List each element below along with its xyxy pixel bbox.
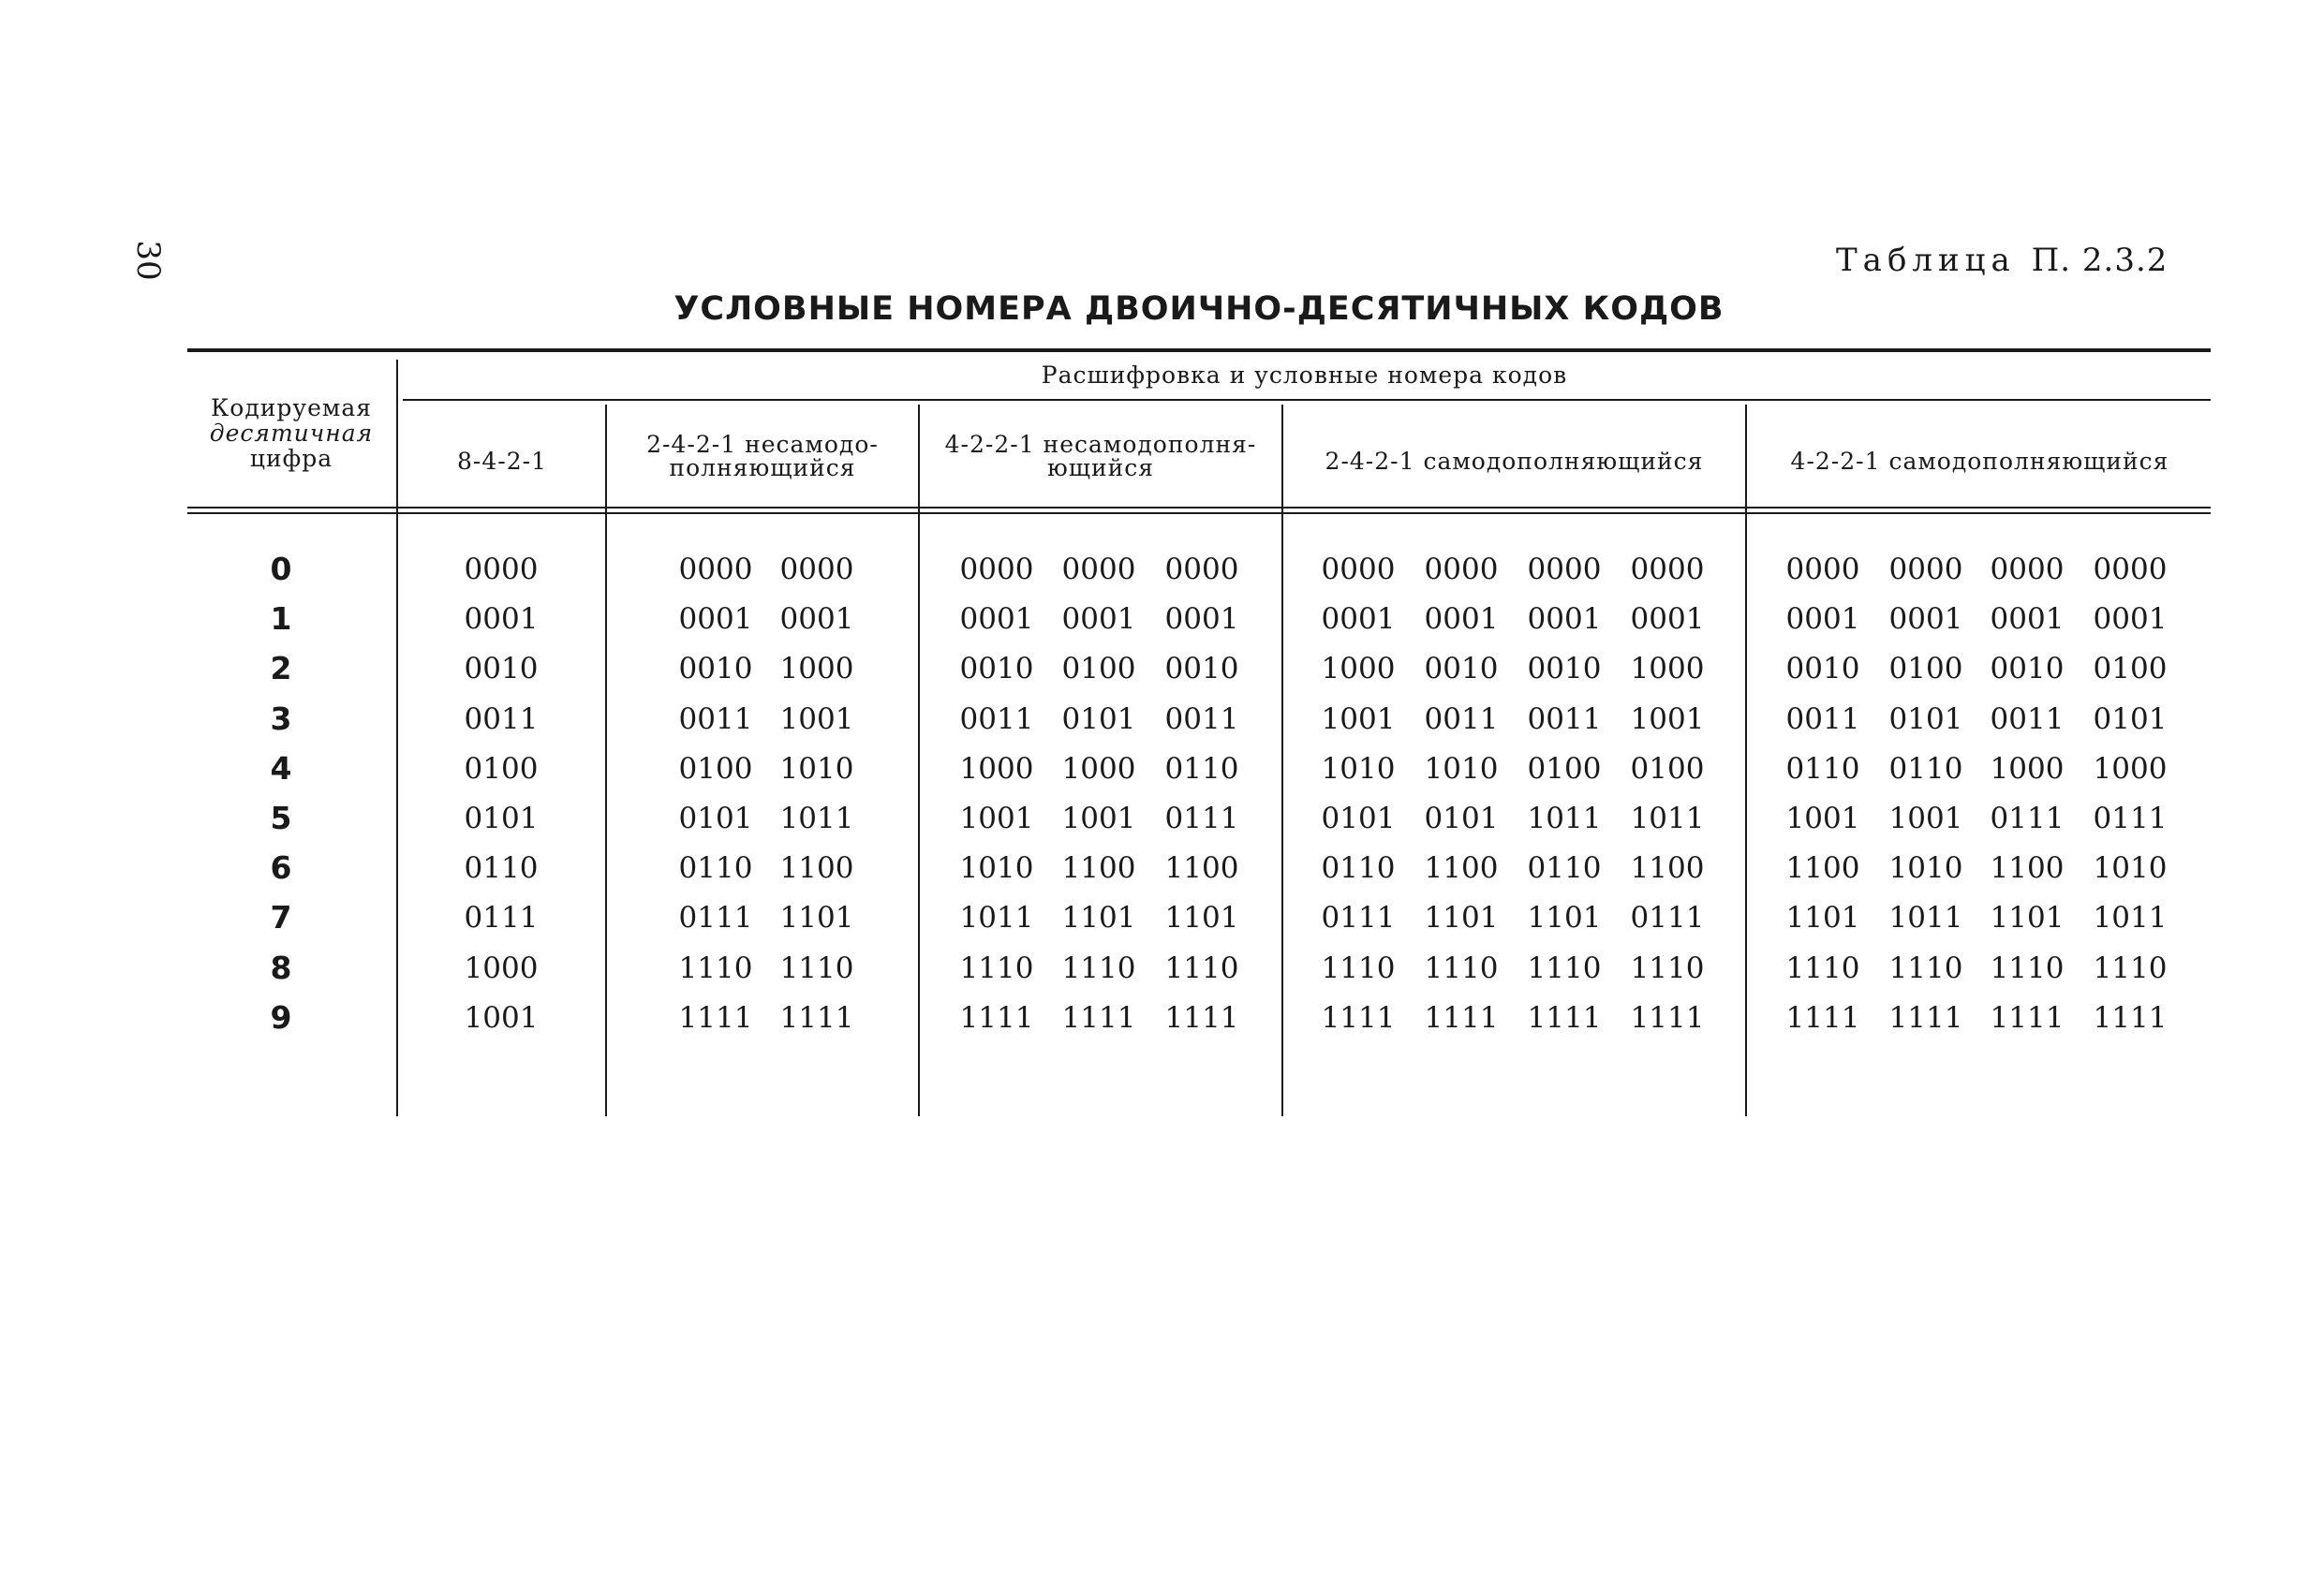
row-digit: 9: [270, 998, 292, 1036]
code-header-4221-non-self-line2: ющийся: [1046, 454, 1155, 481]
table-label: [1836, 242, 2168, 279]
code-cell: 1101: [1990, 901, 2065, 936]
code-cell: 1110: [1164, 951, 1239, 985]
digit-column-header-line3: цифра: [249, 445, 333, 472]
code-cell: 1000: [779, 652, 854, 686]
code-divider-2: [918, 405, 920, 1116]
code-cell: 1111: [1888, 1000, 1963, 1035]
header-bottom-rule-1: [187, 507, 2211, 509]
code-cell: 0110: [1164, 751, 1239, 786]
code-cell: 0001: [2093, 602, 2168, 637]
code-cell: 0010: [1424, 652, 1499, 686]
code-cell: 0000: [1990, 553, 2065, 586]
code-header-2421-self-line1: 2-4-2-1 самодополняющийся: [1325, 448, 1704, 475]
code-cell: 1101: [1061, 901, 1136, 936]
code-divider-3: [1281, 405, 1283, 1116]
row-digit: 8: [270, 949, 292, 986]
code-cell: 1001: [1785, 802, 1860, 835]
code-cell: 1110: [1424, 951, 1499, 985]
code-cell: 1110: [779, 951, 854, 985]
code-cell: 0001: [1888, 602, 1963, 637]
page-number: 30: [129, 240, 167, 281]
code-cell: 1100: [1424, 851, 1499, 886]
code-cell: 0010: [1990, 652, 2065, 686]
code-cell: 0111: [1321, 901, 1396, 936]
code-cell: 0100: [1061, 652, 1136, 686]
code-header-8421: [401, 449, 603, 474]
code-cell: 1011: [2093, 901, 2168, 936]
code-header-2421-non-self-line1: 2-4-2-1 несамодо-: [646, 431, 879, 458]
code-cell: 0001: [678, 602, 753, 637]
code-cell: 0101: [2093, 701, 2168, 736]
code-divider-4: [1745, 405, 1747, 1116]
code-cell: 1111: [959, 1000, 1034, 1035]
code-cell: 0011: [464, 701, 539, 736]
code-cell: 0111: [678, 901, 753, 936]
code-cell: 0001: [1630, 602, 1705, 637]
code-cell: 1001: [1061, 802, 1136, 835]
group-header: Расшифровка и условные номера кодов: [1041, 361, 1568, 389]
code-cell: 0111: [1164, 802, 1239, 835]
code-cell: 0111: [1630, 901, 1705, 936]
code-cell: 1001: [1321, 701, 1396, 736]
code-cell: 0001: [1321, 602, 1396, 637]
code-cell: 1111: [1630, 1000, 1705, 1035]
code-cell: 1111: [1321, 1000, 1396, 1035]
code-cell: 1110: [1630, 951, 1705, 985]
code-cell: 0001: [1990, 602, 2065, 637]
row-digit: 4: [270, 749, 292, 787]
code-cell: 1110: [1527, 951, 1602, 985]
code-cell: 1000: [1061, 751, 1136, 786]
code-cell: 0101: [464, 802, 539, 835]
code-cell: 1111: [779, 1000, 854, 1035]
code-cell: 0000: [1527, 553, 1602, 586]
code-cell: 0001: [959, 602, 1034, 637]
code-cell: 0000: [1630, 553, 1705, 586]
code-cell: 1100: [779, 851, 854, 886]
code-cell: 0000: [1424, 553, 1499, 586]
code-cell: 0100: [2093, 652, 2168, 686]
code-cell: 0011: [1990, 701, 2065, 736]
code-cell: 1000: [1990, 751, 2065, 786]
code-cell: 1111: [1527, 1000, 1602, 1035]
code-cell: 1000: [1321, 652, 1396, 686]
code-cell: 1010: [779, 751, 854, 786]
code-cell: 1101: [779, 901, 854, 936]
code-cell: 1111: [678, 1000, 753, 1035]
code-cell: 1110: [678, 951, 753, 985]
code-cell: 1100: [1630, 851, 1705, 886]
code-header-2421-non-self: [609, 433, 916, 479]
code-cell: 0011: [1164, 701, 1239, 736]
code-cell: 1001: [1888, 802, 1963, 835]
code-cell: 1111: [1061, 1000, 1136, 1035]
code-cell: 0000: [779, 553, 854, 586]
code-header-2421-self: [1285, 449, 1743, 474]
code-cell: 0100: [1888, 652, 1963, 686]
code-cell: 0100: [1527, 751, 1602, 786]
code-cell: 1011: [779, 802, 854, 835]
code-cell: 0010: [959, 652, 1034, 686]
code-cell: 1111: [1424, 1000, 1499, 1035]
code-cell: 1101: [1164, 901, 1239, 936]
code-cell: 0001: [1164, 602, 1239, 637]
code-cell: 1010: [1424, 751, 1499, 786]
code-cell: 0011: [1424, 701, 1499, 736]
code-cell: 0000: [1164, 553, 1239, 586]
row-digit: 1: [270, 600, 292, 638]
code-cell: 0010: [1164, 652, 1239, 686]
group-header-rule: [403, 399, 2211, 401]
code-header-2421-non-self-line2: полняющийся: [669, 454, 856, 481]
code-cell: 0110: [464, 851, 539, 886]
row-digit: 5: [270, 800, 292, 836]
code-cell: 0011: [959, 701, 1034, 736]
code-cell: 1010: [959, 851, 1034, 886]
code-cell: 0000: [1785, 553, 1860, 586]
digit-column-header-line1: Кодируемая: [210, 394, 373, 421]
code-cell: 0010: [464, 652, 539, 686]
code-cell: 0010: [678, 652, 753, 686]
code-divider-1: [605, 405, 607, 1116]
code-cell: 1110: [959, 951, 1034, 985]
code-cell: 1110: [1061, 951, 1136, 985]
row-digit: 7: [270, 899, 292, 936]
code-cell: 0001: [779, 602, 854, 637]
code-header-4221-self-line1: 4-2-2-1 самодополняющийся: [1790, 448, 2169, 475]
code-cell: 0111: [1990, 802, 2065, 835]
code-cell: 0001: [1061, 602, 1136, 637]
code-cell: 1100: [1990, 851, 2065, 886]
code-cell: 1000: [1630, 652, 1705, 686]
code-cell: 0001: [464, 602, 539, 637]
code-cell: 1100: [1061, 851, 1136, 886]
code-cell: 0101: [1888, 701, 1963, 736]
code-cell: 0000: [1061, 553, 1136, 586]
code-cell: 1011: [1630, 802, 1705, 835]
code-cell: 1111: [1785, 1000, 1860, 1035]
code-cell: 1001: [464, 1000, 539, 1035]
code-cell: 0111: [464, 901, 539, 936]
code-cell: 1101: [1527, 901, 1602, 936]
code-cell: 0100: [678, 751, 753, 786]
code-cell: 1101: [1785, 901, 1860, 936]
code-cell: 0000: [959, 553, 1034, 586]
code-cell: 1100: [1785, 851, 1860, 886]
code-cell: 1110: [1785, 951, 1860, 985]
code-cell: 1010: [1888, 851, 1963, 886]
table-label-number: П. 2.3.2: [2031, 242, 2169, 279]
code-cell: 0110: [1321, 851, 1396, 886]
table-label-word: Таблица: [1836, 242, 2016, 279]
code-cell: 0110: [678, 851, 753, 886]
code-cell: 1100: [1164, 851, 1239, 886]
code-cell: 0010: [1785, 652, 1860, 686]
code-cell: 0000: [1321, 553, 1396, 586]
code-cell: 0110: [1888, 751, 1963, 786]
code-cell: 0101: [678, 802, 753, 835]
table-top-rule: [187, 348, 2211, 352]
code-cell: 1110: [1321, 951, 1396, 985]
row-digit: 3: [270, 700, 292, 737]
code-cell: 0000: [2093, 553, 2168, 586]
code-cell: 1011: [959, 901, 1034, 936]
code-cell: 0010: [1527, 652, 1602, 686]
code-cell: 0101: [1061, 701, 1136, 736]
code-cell: 0101: [1321, 802, 1396, 835]
code-cell: 1000: [959, 751, 1034, 786]
code-cell: 1011: [1527, 802, 1602, 835]
code-cell: 0100: [464, 751, 539, 786]
row-digit: 6: [270, 849, 292, 887]
code-cell: 0101: [1424, 802, 1499, 835]
code-header-4221-self: [1749, 449, 2211, 474]
code-cell: 1110: [2093, 951, 2168, 985]
code-cell: 0100: [1630, 751, 1705, 786]
code-cell: 0001: [1527, 602, 1602, 637]
code-cell: 0000: [464, 553, 539, 586]
code-cell: 1001: [1630, 701, 1705, 736]
code-cell: 1000: [464, 951, 539, 985]
code-cell: 0001: [1424, 602, 1499, 637]
code-cell: 1110: [1990, 951, 2065, 985]
code-cell: 1011: [1888, 901, 1963, 936]
code-cell: 1000: [2093, 751, 2168, 786]
code-cell: 0001: [1785, 602, 1860, 637]
code-cell: 0000: [1888, 553, 1963, 586]
digit-column-header: [187, 395, 395, 471]
header-bottom-rule-2: [187, 512, 2211, 514]
code-cell: 1111: [1990, 1000, 2065, 1035]
code-cell: 0000: [678, 553, 753, 586]
code-cell: 1001: [959, 802, 1034, 835]
row-digit: 2: [270, 650, 292, 687]
code-cell: 1110: [1888, 951, 1963, 985]
code-cell: 1101: [1424, 901, 1499, 936]
code-header-8421-line1: 8-4-2-1: [457, 448, 547, 475]
code-cell: 0110: [1785, 751, 1860, 786]
code-cell: 1010: [1321, 751, 1396, 786]
code-cell: 0011: [1785, 701, 1860, 736]
code-cell: 0011: [1527, 701, 1602, 736]
code-cell: 1111: [1164, 1000, 1239, 1035]
code-cell: 1111: [2093, 1000, 2168, 1035]
code-cell: 0011: [678, 701, 753, 736]
digit-column-header-line2: десятичная: [209, 420, 374, 447]
table-title: УСЛОВНЫЕ НОМЕРА ДВОИЧНО-ДЕСЯТИЧНЫХ КОДОВ: [674, 290, 1724, 328]
code-cell: 1010: [2093, 851, 2168, 886]
code-cell: 0111: [2093, 802, 2168, 835]
code-cell: 0110: [1527, 851, 1602, 886]
code-header-4221-non-self-line1: 4-2-2-1 несамодополня-: [944, 431, 1257, 458]
digit-column-divider: [396, 360, 398, 1116]
code-header-4221-non-self: [922, 433, 1280, 479]
code-cell: 1001: [779, 701, 854, 736]
row-digit: 0: [270, 551, 292, 587]
